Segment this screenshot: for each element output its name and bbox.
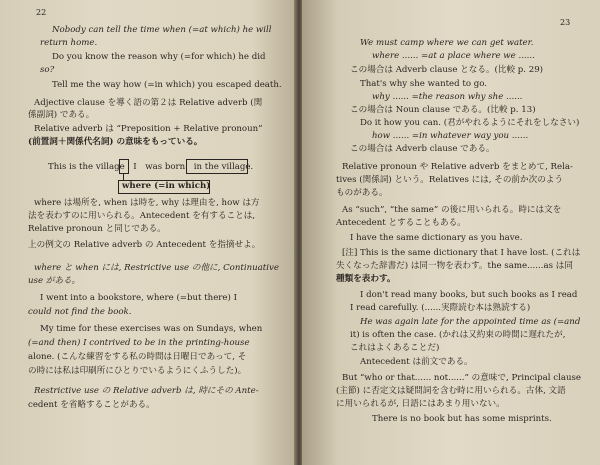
- text-line: That's why she wanted to go.: [360, 79, 487, 89]
- text-line: alone. (こんな練習をする私の時間は日曜日であって, そ: [28, 352, 247, 362]
- text-line: (=and then) I contrived to be in the printing-house: [28, 338, 250, 348]
- text-line: Do it how you can. (君がやれるようにそれをしなさい): [360, 118, 580, 128]
- text-line: (前置詞＋関係代名詞) の意味をもっている。: [28, 137, 203, 147]
- text-line: の時には私は印刷所にひとりでいるようにくふうした)。: [28, 366, 247, 376]
- example-sentence: This is the village I was born in the village.: [48, 162, 254, 172]
- text-line: Relative adverb は “Preposition + Relative pronoun”: [34, 124, 263, 134]
- text-line: この場合は Noun clause である。(比較 p. 13): [350, 105, 536, 115]
- text-line: Relative pronoun と同じである。: [28, 224, 166, 234]
- text-line: に用いられるが, 日語にはあまり用いない。: [336, 399, 505, 409]
- text-line: Adjective clause を導く語の第２は Relative adverb (関: [34, 98, 263, 108]
- text-line: 失くなった辞書だ) は同一物を表わす。the same......as は同: [336, 261, 573, 271]
- text-line: I read carefully. (......実際読む本は熟読する): [350, 303, 531, 313]
- text-line: 係副詞) である。: [28, 110, 95, 120]
- right-page-number: 23: [560, 18, 571, 27]
- text-line: ものがある。: [336, 188, 388, 198]
- text-line: I went into a bookstore, where (=but there) I: [40, 293, 237, 303]
- text-line: tives (関係詞) という。Relatives には, その前か次のよう: [336, 175, 563, 185]
- text-line: Nobody can tell the time when (=at which) he will: [52, 25, 272, 35]
- text-line: (主節) に否定文は疑問詞を含む時に用いられる。古体, 文語: [336, 386, 566, 396]
- right-page: [302, 0, 600, 465]
- text-line: I have the same dictionary as you have.: [350, 233, 523, 243]
- text-line: There is no book but has some misprints.: [372, 414, 552, 424]
- text-line: where (=in which): [122, 181, 211, 191]
- antecedent-box: [186, 159, 248, 174]
- text-line: My time for these exercises was on Sundays, when: [40, 324, 263, 334]
- text-line: We must camp where we can get water.: [360, 38, 534, 48]
- text-line: これはよくあることだ): [350, 343, 440, 353]
- text-line: [注] This is the same dictionary that I have lost. (これは: [342, 248, 581, 258]
- text-line: Tell me the way how (=in which) you escaped death.: [52, 80, 282, 90]
- text-line: how ...... =in whatever way you ......: [372, 131, 529, 141]
- text-line: where は場所を, when は時を, why は理由を, how は方: [34, 198, 260, 208]
- text-line: I don't read many books, but such books as I read: [360, 290, 578, 300]
- text-line: But “who or that...... not......” の意味で, Principal clause: [342, 373, 581, 383]
- left-page: [0, 0, 296, 465]
- text-line: Antecedent は前文である。: [360, 357, 473, 367]
- text-line: 法を表わすのに用いられる。Antecedent を有することは,: [28, 211, 256, 221]
- text-line: it) is often the case. (かれは又約束の時間に遅れたが,: [350, 330, 566, 340]
- text-line: return home.: [40, 38, 98, 48]
- text-line: この場合は Adverb clause である。: [350, 144, 495, 154]
- text-line: Relative pronoun や Relative adverb をまとめて, Rela-: [342, 162, 573, 172]
- text-line: 種類を表わす。: [336, 274, 396, 284]
- text-line: Restrictive use の Relative adverb は, 時にその Ante-: [34, 386, 259, 396]
- text-line: could not find the book.: [28, 307, 132, 317]
- text-line: Antecedent とすることもある。: [336, 218, 466, 228]
- text-line: where ...... =at a place where we ......: [372, 51, 535, 61]
- text-line: He was again late for the appointed time as (=and: [360, 317, 581, 327]
- text-line: why ...... =the reason why she ......: [372, 92, 523, 102]
- text-line: where と when には, Restrictive use の他に, Continuative: [34, 263, 279, 273]
- left-page-number: 22: [36, 8, 47, 17]
- text-line: この場合は Adverb clause となる。(比較 p. 29): [350, 65, 544, 75]
- text-line: use がある。: [28, 276, 81, 286]
- text-line: Do you know the reason why (=for which) he did: [52, 52, 266, 62]
- text-line: so?: [40, 65, 55, 75]
- text-line: cedent を省略することがある。: [28, 400, 155, 410]
- text-line: As “such”, “the same” の後に用いられる。時には文を: [342, 205, 562, 215]
- gap-box: [119, 159, 129, 174]
- text-line: 上の例文の Relative adverb の Antecedent を指摘せよ。: [28, 240, 261, 250]
